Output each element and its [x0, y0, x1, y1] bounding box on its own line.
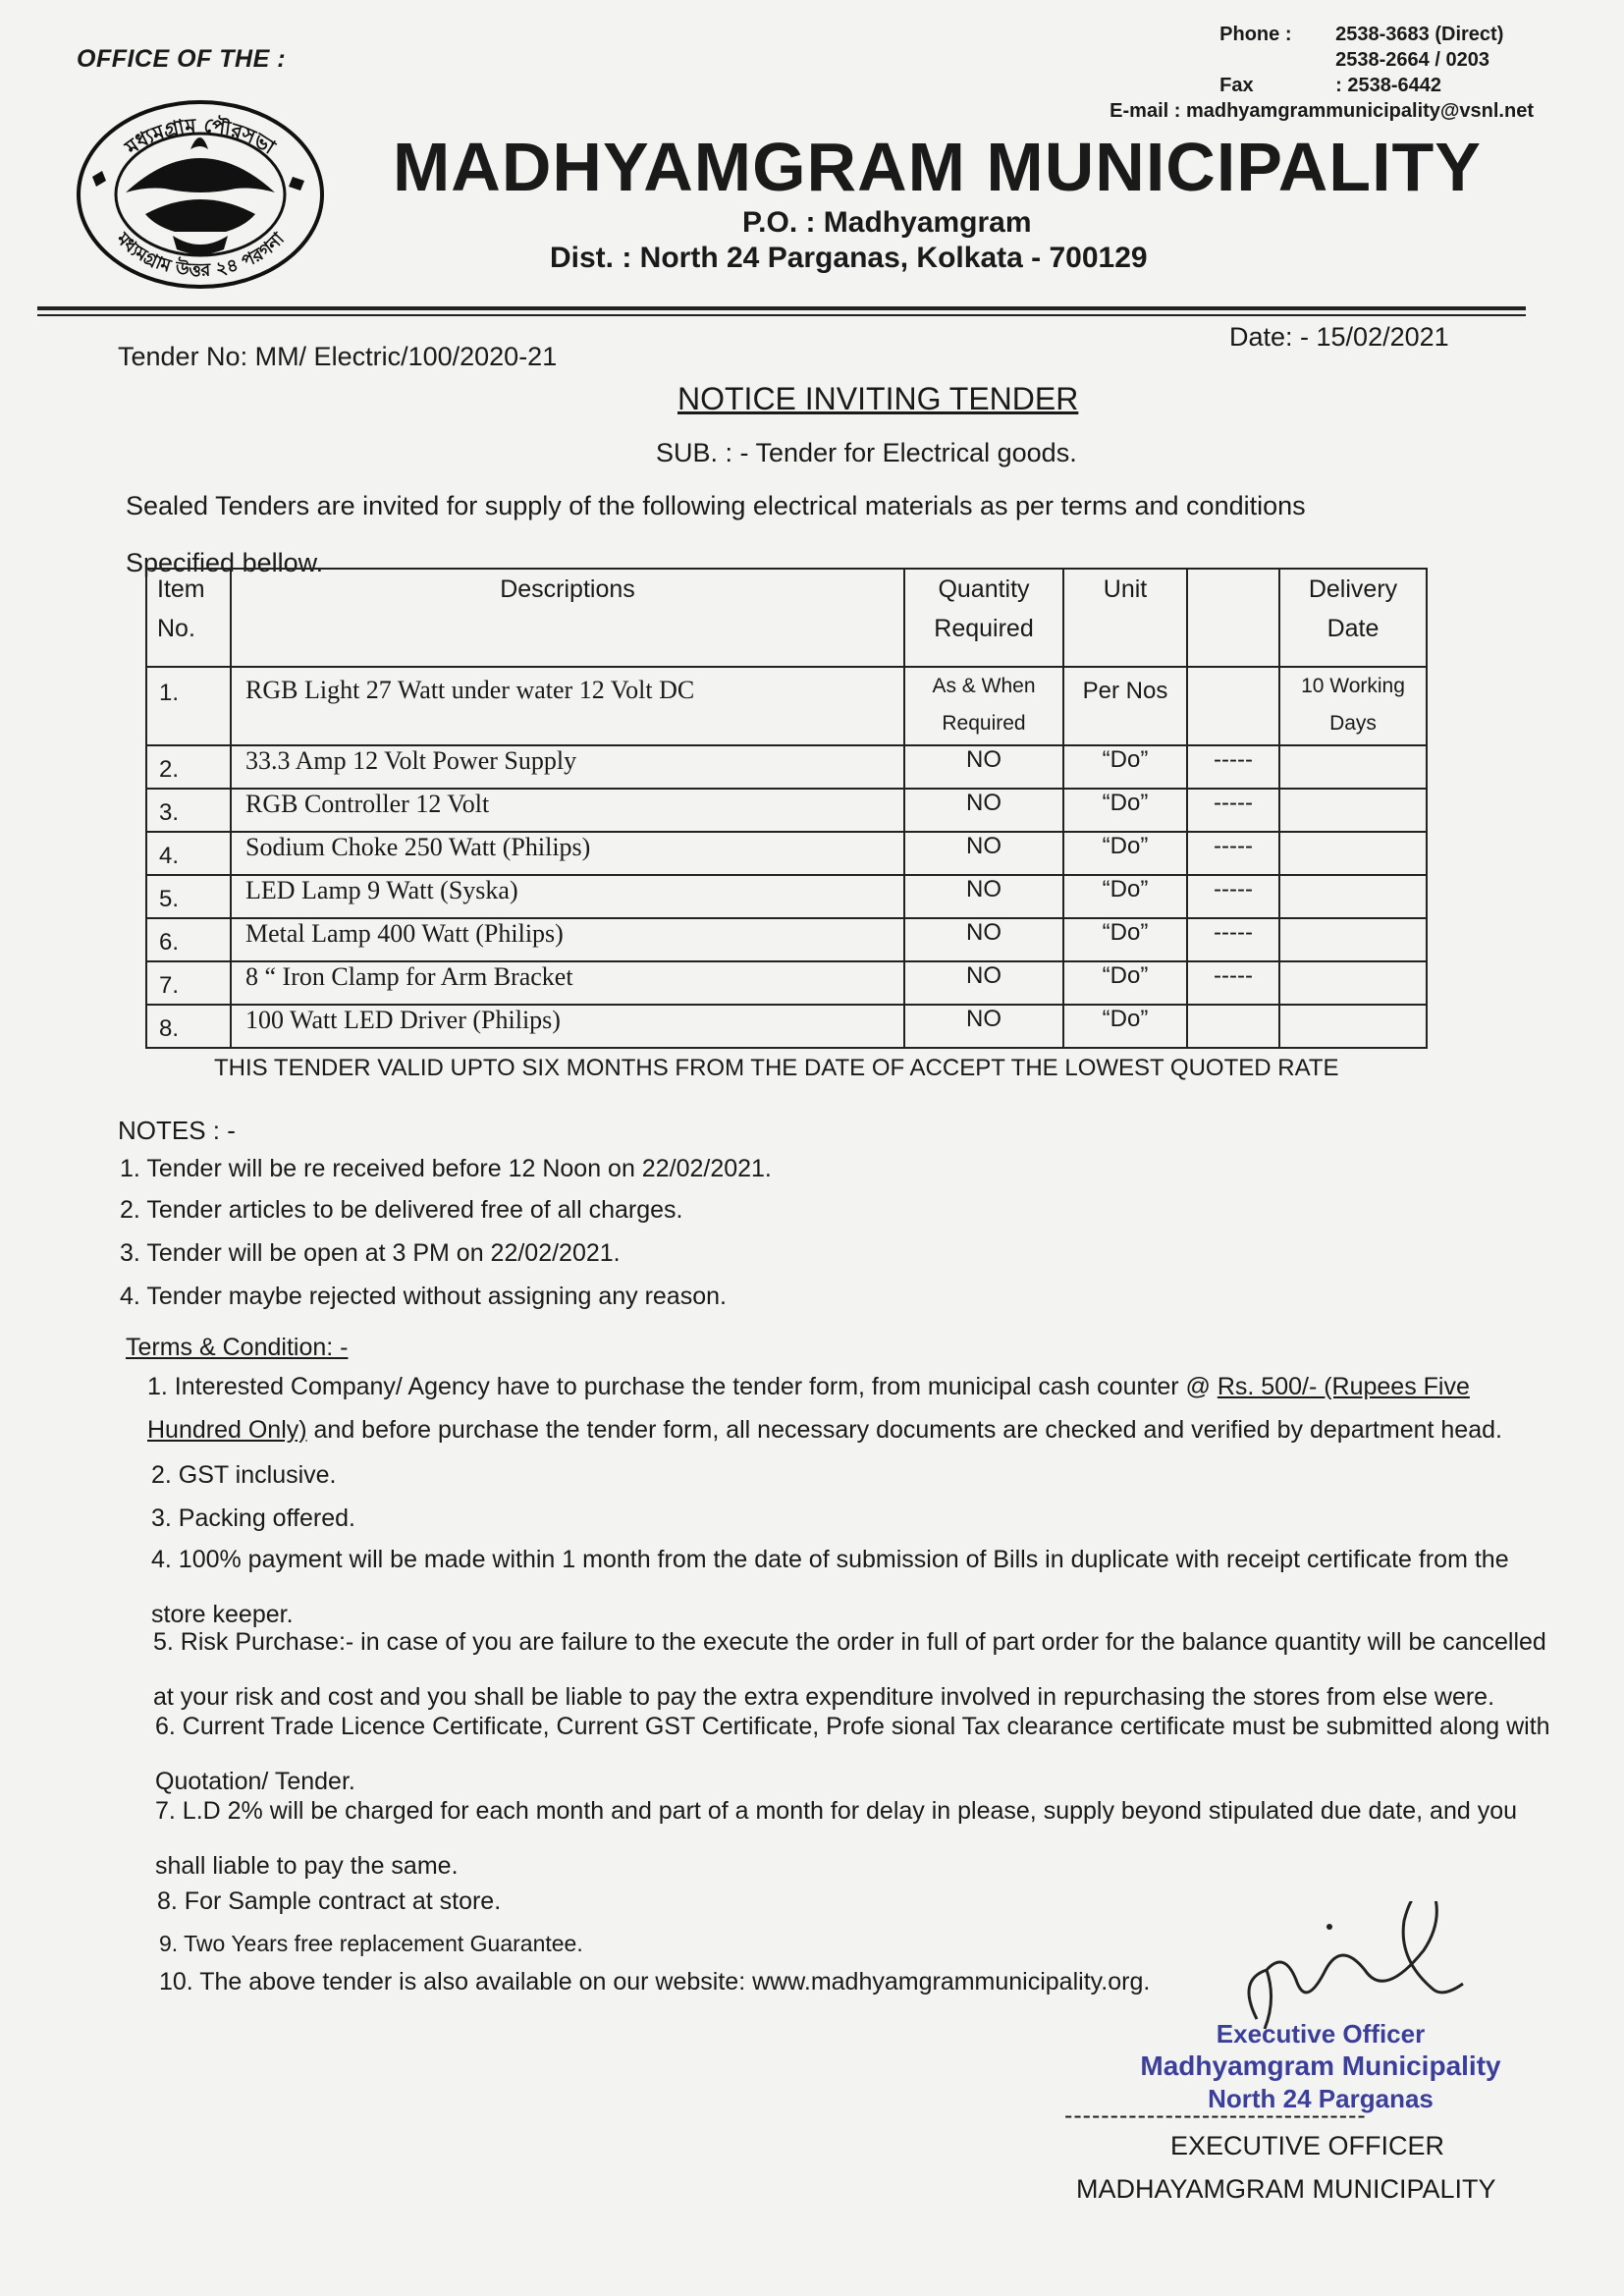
signatory-title: EXECUTIVE OFFICER — [1170, 2131, 1445, 2160]
note-item: 1. Tender will be re received before 12 Noon on 22/02/2021. — [120, 1155, 772, 1182]
item-no: 8. — [146, 1005, 231, 1048]
header-delivery-date: Delivery Date — [1279, 569, 1427, 667]
item-extra: ----- — [1187, 789, 1279, 832]
notice-subject: SUB. : - Tender for Electrical goods. — [656, 438, 1077, 467]
item-delivery — [1279, 745, 1427, 789]
item-delivery — [1279, 832, 1427, 875]
item-description: RGB Light 27 Watt under water 12 Volt DC — [231, 667, 904, 745]
fax-number: : 2538-6442 — [1335, 75, 1442, 96]
term-4: 4. 100% payment will be made within 1 month from the date of submission of Bills in duplicate with receipt certificate from the store keeper. — [151, 1546, 1509, 1628]
item-quantity: NO — [904, 1005, 1063, 1048]
item-extra: ----- — [1187, 875, 1279, 918]
item-quantity: NO — [904, 875, 1063, 918]
note-item: 2. Tender articles to be delivered free of all charges. — [120, 1196, 683, 1224]
item-unit: “Do” — [1063, 961, 1187, 1005]
term-9: 9. Two Years free replacement Guarantee. — [159, 1931, 583, 1956]
item-no: 6. — [146, 918, 231, 961]
item-delivery — [1279, 875, 1427, 918]
item-description: 100 Watt LED Driver (Philips) — [231, 1005, 904, 1048]
item-quantity: NO — [904, 832, 1063, 875]
item-description: LED Lamp 9 Watt (Syska) — [231, 875, 904, 918]
phone-label: Phone : — [1219, 24, 1292, 45]
item-description: RGB Controller 12 Volt — [231, 789, 904, 832]
header-divider — [37, 306, 1526, 310]
header-quantity: Quantity Required — [904, 569, 1063, 667]
item-delivery — [1279, 961, 1427, 1005]
item-extra: ----- — [1187, 918, 1279, 961]
district-address: Dist. : North 24 Parganas, Kolkata - 700129 — [550, 242, 1148, 274]
post-office: P.O. : Madhyamgram — [742, 206, 1032, 239]
item-unit: “Do” — [1063, 1005, 1187, 1048]
item-no: 1. — [146, 667, 231, 745]
item-description: 8 “ Iron Clamp for Arm Bracket — [231, 961, 904, 1005]
phone-direct: 2538-3683 (Direct) — [1335, 24, 1504, 45]
term-3: 3. Packing offered. — [151, 1504, 356, 1532]
table-header-row — [146, 569, 1427, 667]
item-quantity: NO — [904, 745, 1063, 789]
item-extra — [1187, 667, 1279, 745]
term-5: 5. Risk Purchase:- in case of you are failure to the execute the order in full of part order for the balance quantity will be cancelled at your risk and cost and you shall be liable to pay the extra expenditure involved in repurchasing the stores from else were. — [153, 1628, 1546, 1711]
signature-line: --------------------------------- — [1064, 2102, 1367, 2129]
header-item-no: Item No. — [146, 569, 231, 667]
term-10: 10. The above tender is also available on our website: www.madhyamgrammunicipality.org. — [159, 1968, 1151, 1995]
signatory-org: MADHAYAMGRAM MUNICIPALITY — [1076, 2174, 1496, 2204]
contact-block — [1110, 22, 1534, 124]
term-8: 8. For Sample contract at store. — [157, 1887, 502, 1915]
logo-text-bottom: মধ্যমগ্রাম উত্তর ২৪ পরগনা — [112, 228, 289, 282]
item-unit: “Do” — [1063, 745, 1187, 789]
item-extra — [1187, 1005, 1279, 1048]
stamp-title: Executive Officer — [1216, 2019, 1426, 2049]
item-quantity: As & When Required — [904, 667, 1063, 745]
term-2: 2. GST inclusive. — [151, 1461, 337, 1489]
notice-intro-line-2: Specified bellow. — [126, 548, 324, 577]
item-unit: “Do” — [1063, 918, 1187, 961]
logo-text-top: মধ্যমগ্রাম পৌরসভা — [120, 113, 280, 159]
header-unit: Unit — [1063, 569, 1187, 667]
header-descriptions: Descriptions — [231, 569, 904, 667]
table-row — [146, 961, 1427, 1005]
svg-text:মধ্যমগ্রাম পৌরসভা — [120, 113, 281, 159]
validity-statement: THIS TENDER VALID UPTO SIX MONTHS FROM THE DATE OF ACCEPT THE LOWEST QUOTED RATE — [214, 1055, 1339, 1081]
notice-heading: NOTICE INVITING TENDER — [677, 381, 1079, 416]
table-row — [146, 875, 1427, 918]
item-description: 33.3 Amp 12 Volt Power Supply — [231, 745, 904, 789]
notice-date: Date: - 15/02/2021 — [1229, 322, 1449, 352]
item-no: 7. — [146, 961, 231, 1005]
phone-other: 2538-2664 / 0203 — [1335, 49, 1489, 71]
note-item: 4. Tender maybe rejected without assigning any reason. — [120, 1283, 727, 1310]
item-delivery — [1279, 1005, 1427, 1048]
office-of-label: OFFICE OF THE : — [77, 45, 287, 73]
item-quantity: NO — [904, 789, 1063, 832]
note-item: 3. Tender will be open at 3 PM on 22/02/2021. — [120, 1239, 621, 1267]
item-no: 3. — [146, 789, 231, 832]
item-delivery — [1279, 918, 1427, 961]
item-unit: Per Nos — [1063, 667, 1187, 745]
item-description: Sodium Choke 250 Watt (Philips) — [231, 832, 904, 875]
terms-heading: Terms & Condition: - — [126, 1334, 349, 1361]
fax-label: Fax — [1219, 75, 1254, 96]
item-delivery — [1279, 789, 1427, 832]
notes-heading: NOTES : - — [118, 1116, 236, 1145]
table-row — [146, 789, 1427, 832]
table-row — [146, 667, 1427, 745]
header-blank — [1187, 569, 1279, 667]
term-1: 1. Interested Company/ Agency have to purchase the tender form, from municipal cash counter @ Rs. 500/- (Rupees Five Hundred Only) and before purchase the tender form, all necessary documents are checked and verified by department head. — [147, 1373, 1502, 1444]
table-row — [146, 832, 1427, 875]
tender-number: Tender No: MM/ Electric/100/2020-21 — [118, 342, 558, 371]
term-6: 6. Current Trade Licence Certificate, Current GST Certificate, Profe sional Tax clearance certificate must be submitted along with Quotation/ Tender. — [155, 1713, 1550, 1795]
stamp-org: Madhyamgram Municipality — [1140, 2050, 1501, 2081]
item-quantity: NO — [904, 918, 1063, 961]
municipality-title: MADHYAMGRAM MUNICIPALITY — [393, 129, 1482, 205]
table-row — [146, 918, 1427, 961]
table-row — [146, 1005, 1427, 1048]
item-extra: ----- — [1187, 832, 1279, 875]
items-table — [145, 568, 1428, 1049]
item-no: 5. — [146, 875, 231, 918]
email: E-mail : madhyamgrammunicipality@vsnl.net — [1110, 100, 1534, 122]
item-unit: “Do” — [1063, 832, 1187, 875]
item-no: 2. — [146, 745, 231, 789]
item-extra: ----- — [1187, 745, 1279, 789]
item-quantity: NO — [904, 961, 1063, 1005]
table-row — [146, 745, 1427, 789]
item-delivery: 10 Working Days — [1279, 667, 1427, 745]
item-extra: ----- — [1187, 961, 1279, 1005]
item-unit: “Do” — [1063, 789, 1187, 832]
item-no: 4. — [146, 832, 231, 875]
item-unit: “Do” — [1063, 875, 1187, 918]
stamp-district: North 24 Parganas — [1208, 2084, 1434, 2113]
notice-intro-line-1: Sealed Tenders are invited for supply of the following electrical materials as per terms and conditions — [126, 491, 1306, 520]
municipality-logo-icon — [75, 98, 326, 291]
item-description: Metal Lamp 400 Watt (Philips) — [231, 918, 904, 961]
term-7: 7. L.D 2% will be charged for each month and part of a month for delay in please, supply beyond stipulated due date, and you shall liable to pay the same. — [155, 1797, 1517, 1880]
header-divider-thin — [37, 314, 1526, 316]
